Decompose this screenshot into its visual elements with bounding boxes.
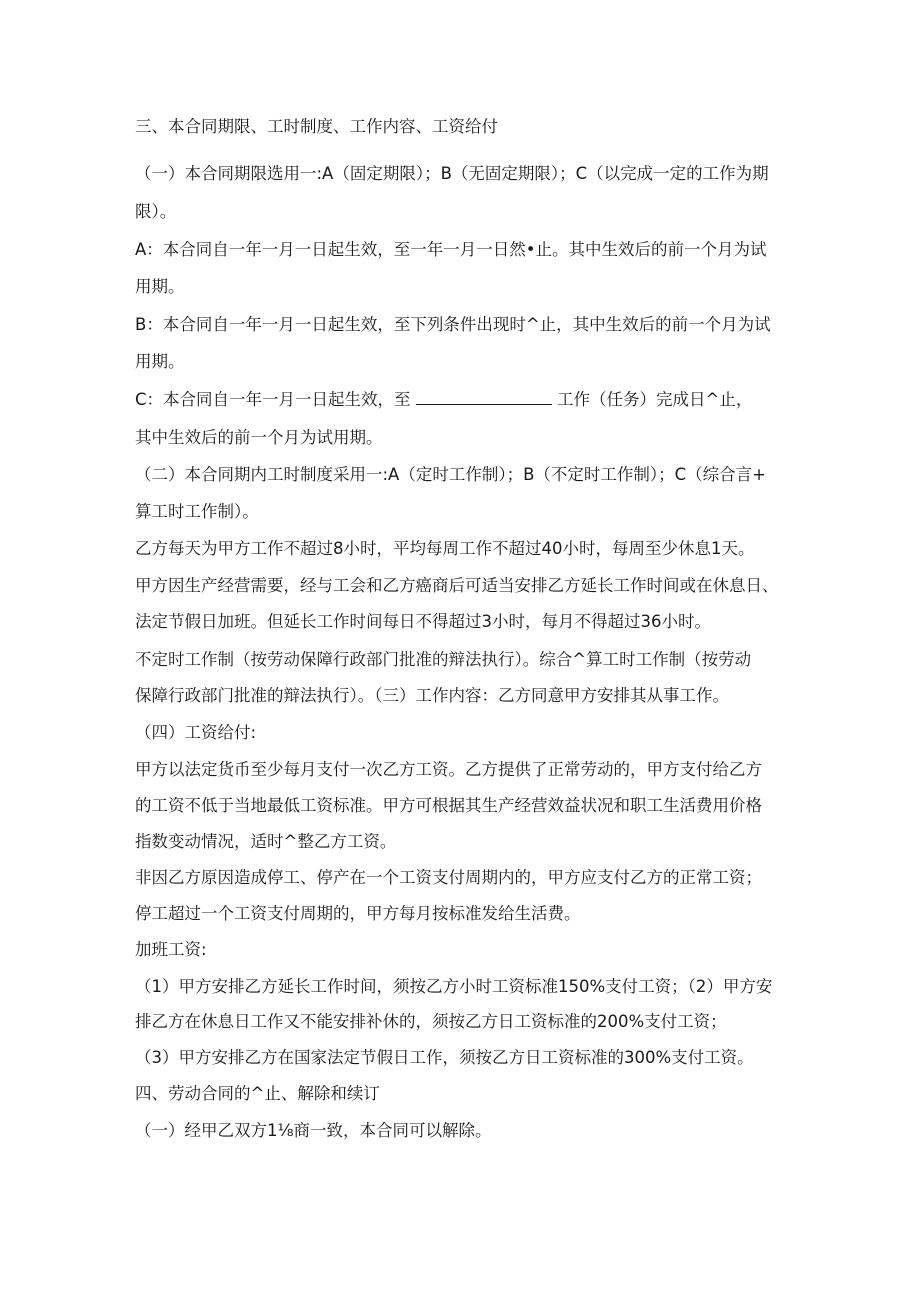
paragraph-line: 乙方每天为甲方工作不超过8小时，平均每周工作不超过40小时，每周至少休息1天。 [135, 539, 755, 558]
paragraph-line: 不定时工作制（按劳动保障行政部门批准的辩法执行）。综合^算工时工作制（按劳动 [135, 650, 752, 669]
paragraph-line: 的工资不低于当地最低工资标准。甲方可根据其生产经营效益状况和职工生活费用价格 [135, 796, 762, 815]
paragraph-line: （一）经甲乙双方1⅛商一致，本合同可以解除。 [135, 1121, 492, 1140]
paragraph-line: 法定节假日加班。但延长工作时间每日不得超过3小时，每月不得超过36小时。 [135, 612, 711, 631]
paragraph-line: 指数变动情况，适时^整乙方工资。 [135, 832, 397, 851]
line-text-before-blank: C：本合同自一年一月一日起生效，至 [135, 390, 411, 409]
paragraph-line: A：本合同自一年一月一日起生效，至一年一月一日然•止。其中生效后的前一个月为试 [135, 240, 767, 259]
paragraph-line: 用期。 [135, 352, 185, 371]
paragraph-line: （一）本合同期限选用一:A（固定期限）；B（无固定期限）；C（以完成一定的工作为期 [135, 164, 769, 183]
paragraph-line: B：本合同自一年一月一日起生效，至下列条件出现时^止，其中生效后的前一个月为试 [135, 315, 771, 334]
paragraph-line: （1）甲方安排乙方延长工作时间，须按乙方小时工资标准150%支付工资；（2）甲方安 [135, 977, 773, 996]
paragraph-line: （四）工资给付: [135, 723, 257, 742]
paragraph-line: 停工超过一个工资支付周期的，甲方每月按标准发给生活费。 [135, 904, 581, 923]
paragraph-line: 用期。 [135, 277, 185, 296]
paragraph-line: 算工时工作制）。 [135, 502, 259, 521]
paragraph-line: 非因乙方原因造成停工、停产在一个工资支付周期内的，甲方应支付乙方的正常工资； [135, 868, 762, 887]
paragraph-line: 甲方因生产经营需要，经与工会和乙方癌商后可适当安排乙方延长工作时间或在休息日、 [135, 576, 779, 595]
line-text-after-blank: 工作（任务）完成日^止， [557, 390, 753, 409]
paragraph-line: 加班工资: [135, 940, 207, 959]
paragraph-line: （3）甲方安排乙方在国家法定节假日工作，须按乙方日工资标准的300%支付工资。 [135, 1048, 754, 1067]
fill-in-blank [416, 390, 552, 405]
paragraph-line: 排乙方在休息日工作又不能安排补休的，须按乙方日工资标准的200%支付工资； [135, 1012, 727, 1031]
paragraph-line: （二）本合同期内工时制度采用一:A（定时工作制）；B（不定时工作制）；C（综合言+ [135, 465, 767, 484]
section-heading-3: 三、本合同期限、工时制度、工作内容、工资给付 [135, 117, 498, 136]
paragraph-line: 其中生效后的前一个月为试用期。 [135, 428, 383, 447]
paragraph-line-with-blank [135, 390, 752, 410]
paragraph-line: 保障行政部门批准的辩法执行）。（三）工作内容：乙方同意甲方安排其从事工作。 [135, 686, 729, 705]
paragraph-line: 限）。 [135, 202, 177, 221]
paragraph-line: 甲方以法定货币至少每月支付一次乙方工资。乙方提供了正常劳动的，甲方支付给乙方 [135, 760, 762, 779]
section-heading-4: 四、劳动合同的^止、解除和续订 [135, 1084, 380, 1103]
